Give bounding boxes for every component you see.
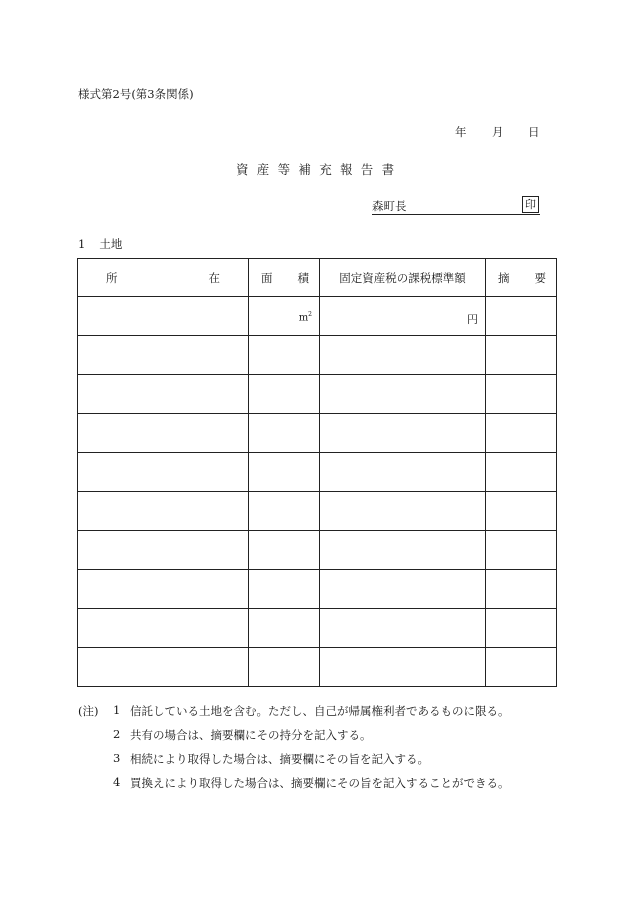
document-title: 資産等補充報告書	[236, 162, 403, 177]
area-cell[interactable]	[249, 297, 320, 336]
remarks-cell[interactable]	[486, 531, 557, 570]
location-cell[interactable]	[78, 336, 249, 375]
date-line	[455, 124, 545, 140]
column-header-remarks	[486, 259, 557, 297]
table-row	[78, 375, 557, 414]
location-cell[interactable]	[78, 297, 249, 336]
area-cell[interactable]	[249, 531, 320, 570]
remarks-cell[interactable]	[486, 375, 557, 414]
location-cell[interactable]	[78, 570, 249, 609]
remarks-cell[interactable]	[486, 297, 557, 336]
notes-prefix: (注)	[78, 704, 99, 718]
date-year-label: 年	[455, 125, 467, 139]
yen-unit: 円	[467, 313, 478, 326]
area-cell[interactable]	[249, 375, 320, 414]
tax-base-cell[interactable]	[320, 531, 486, 570]
column-header-area	[249, 259, 320, 297]
location-cell[interactable]	[78, 492, 249, 531]
area-cell[interactable]	[249, 453, 320, 492]
area-cell[interactable]	[249, 414, 320, 453]
area-cell[interactable]	[249, 609, 320, 648]
tax-base-cell[interactable]	[320, 453, 486, 492]
note-number: 3	[113, 751, 121, 765]
area-cell[interactable]	[249, 492, 320, 531]
location-cell[interactable]	[78, 648, 249, 687]
note-text: 買換えにより取得した場合は、摘要欄にその旨を記入することができる。	[130, 776, 510, 790]
remarks-cell[interactable]	[486, 453, 557, 492]
remarks-cell[interactable]	[486, 336, 557, 375]
location-cell[interactable]	[78, 414, 249, 453]
tax-base-cell[interactable]	[320, 648, 486, 687]
table-row	[78, 297, 557, 336]
column-header-location-a: 所	[106, 270, 118, 285]
note-text: 相続により取得した場合は、摘要欄にその旨を記入する。	[130, 752, 429, 766]
location-cell[interactable]	[78, 531, 249, 570]
table-row	[78, 492, 557, 531]
column-header-area-b: 積	[297, 270, 309, 285]
area-cell[interactable]	[249, 648, 320, 687]
land-table	[77, 258, 557, 687]
table-row	[78, 414, 557, 453]
note-text: 信託している土地を含む。ただし、自己が帰属権利者であるものに限る。	[130, 704, 510, 718]
tax-base-cell[interactable]	[320, 414, 486, 453]
section-title: 土地	[99, 237, 123, 251]
column-header-remarks-b: 要	[534, 270, 546, 285]
tax-base-cell[interactable]	[320, 492, 486, 531]
table-row	[78, 648, 557, 687]
table-row	[78, 336, 557, 375]
remarks-cell[interactable]	[486, 609, 557, 648]
date-month-label: 月	[492, 125, 504, 139]
tax-base-cell[interactable]	[320, 336, 486, 375]
addressee-label: 森町長	[372, 199, 407, 213]
table-row	[78, 609, 557, 648]
remarks-cell[interactable]	[486, 414, 557, 453]
area-cell[interactable]	[249, 336, 320, 375]
tax-base-cell[interactable]	[320, 609, 486, 648]
seal-mark: 印	[522, 196, 539, 213]
area-cell[interactable]	[249, 570, 320, 609]
area-unit-base: m	[298, 312, 309, 324]
column-header-location	[78, 259, 249, 297]
addressee-line	[372, 198, 540, 215]
section-heading	[78, 236, 122, 252]
location-cell[interactable]	[78, 375, 249, 414]
location-cell[interactable]	[78, 609, 249, 648]
note-number: 1	[113, 703, 121, 717]
remarks-cell[interactable]	[486, 648, 557, 687]
table-row	[78, 531, 557, 570]
note-number: 2	[113, 727, 121, 741]
column-header-area-a: 面	[261, 270, 273, 285]
table-row	[78, 570, 557, 609]
table-row	[78, 453, 557, 492]
date-day-label: 日	[528, 125, 540, 139]
section-number: 1	[78, 237, 86, 251]
column-header-location-b: 在	[208, 270, 220, 285]
remarks-cell[interactable]	[486, 570, 557, 609]
area-unit	[299, 311, 312, 323]
tax-base-cell[interactable]	[320, 375, 486, 414]
location-cell[interactable]	[78, 453, 249, 492]
form-number: 様式第2号(第3条関係)	[78, 87, 194, 101]
column-header-tax-base: 固定資産税の課税標準額	[320, 259, 486, 297]
column-header-remarks-a: 摘	[498, 270, 510, 285]
area-unit-exponent: 2	[308, 311, 312, 318]
remarks-cell[interactable]	[486, 492, 557, 531]
tax-base-cell[interactable]	[320, 570, 486, 609]
tax-base-cell[interactable]	[320, 297, 486, 336]
note-text: 共有の場合は、摘要欄にその持分を記入する。	[130, 728, 372, 742]
table-header-row	[78, 259, 557, 297]
note-number: 4	[113, 775, 121, 789]
